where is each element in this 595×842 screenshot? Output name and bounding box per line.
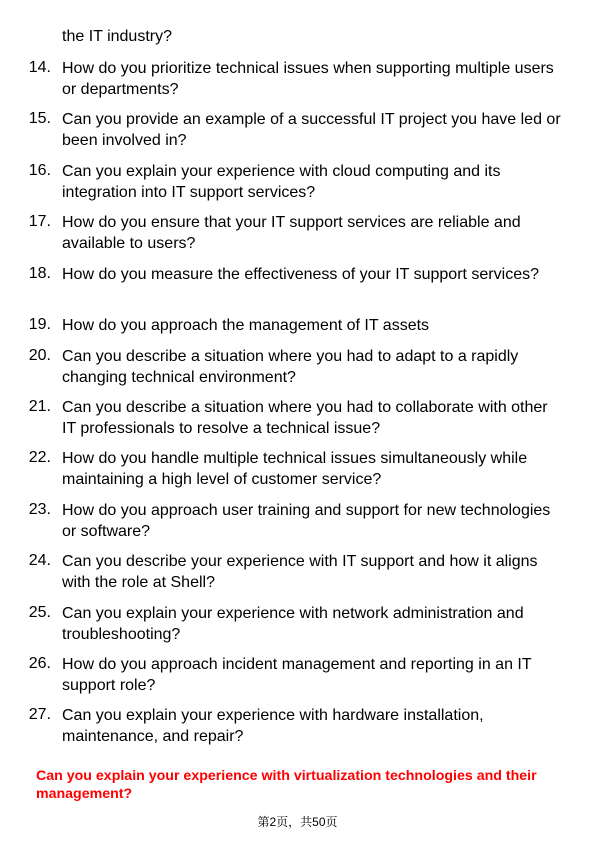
question-number: 27. bbox=[28, 706, 51, 724]
highlighted-question: Can you explain your experience with virtualization technologies and their management? bbox=[36, 768, 537, 802]
question-number: 18. bbox=[28, 264, 51, 282]
question-item bbox=[0, 654, 595, 705]
question-text: Can you describe your experience with IT support and how it aligns with the role at Shell? bbox=[62, 553, 538, 592]
question-item bbox=[0, 212, 595, 263]
question-item bbox=[0, 346, 595, 397]
question-text: Can you explain your experience with network administration and troubleshooting? bbox=[62, 604, 524, 643]
question-item bbox=[0, 315, 595, 346]
question-text: How do you prioritize technical issues when supporting multiple users or departments? bbox=[62, 60, 554, 98]
question-item bbox=[0, 603, 595, 654]
question-item bbox=[0, 58, 595, 109]
question-text: How do you handle multiple technical issues simultaneously while maintaining a high level of customer service? bbox=[62, 450, 528, 489]
question-number: 17. bbox=[28, 213, 51, 231]
question-item bbox=[0, 448, 595, 499]
question-item bbox=[0, 109, 595, 160]
question-item bbox=[0, 500, 595, 551]
question-number: 20. bbox=[28, 346, 51, 364]
question-item bbox=[0, 264, 595, 315]
question-text: How do you approach user training and support for new technologies or software? bbox=[62, 501, 551, 540]
question-text: How do you approach incident management and reporting in an IT support role? bbox=[62, 655, 532, 694]
question-number: 21. bbox=[28, 397, 51, 415]
question-text: Can you explain your experience with hardware installation, maintenance, and repair? bbox=[62, 707, 484, 746]
question-number: 16. bbox=[28, 161, 51, 179]
question-number: 19. bbox=[28, 315, 51, 333]
question-number: 15. bbox=[28, 110, 51, 128]
question-number: 22. bbox=[28, 449, 51, 467]
question-item bbox=[0, 161, 595, 212]
question-text: How do you measure the effectiveness of your IT support services? bbox=[62, 265, 539, 283]
question-text: Can you provide an example of a successful IT project you have led or been involved in? bbox=[62, 111, 561, 150]
question-list bbox=[0, 58, 595, 757]
question-text: Can you describe a situation where you had to adapt to a rapidly changing technical environment? bbox=[62, 347, 519, 386]
question-item bbox=[0, 705, 595, 756]
question-text: Can you explain your experience with cloud computing and its integration into IT support services? bbox=[62, 162, 501, 201]
question-number: 24. bbox=[28, 552, 51, 570]
question-number: 23. bbox=[28, 500, 51, 518]
page-footer: 第2页，共50页 bbox=[257, 815, 338, 829]
question-item bbox=[0, 397, 595, 448]
question-number: 26. bbox=[28, 654, 51, 672]
question-number: 14. bbox=[28, 59, 51, 76]
question-item bbox=[0, 551, 595, 602]
question-number: 25. bbox=[28, 603, 51, 621]
question-text: How do you approach the management of IT assets bbox=[62, 316, 430, 334]
continuation-text: the IT industry? bbox=[62, 28, 172, 45]
question-text: How do you ensure that your IT support services are reliable and available to users? bbox=[62, 214, 521, 253]
question-text: Can you describe a situation where you had to collaborate with other IT professionals to resolve a technical issue? bbox=[62, 398, 548, 437]
